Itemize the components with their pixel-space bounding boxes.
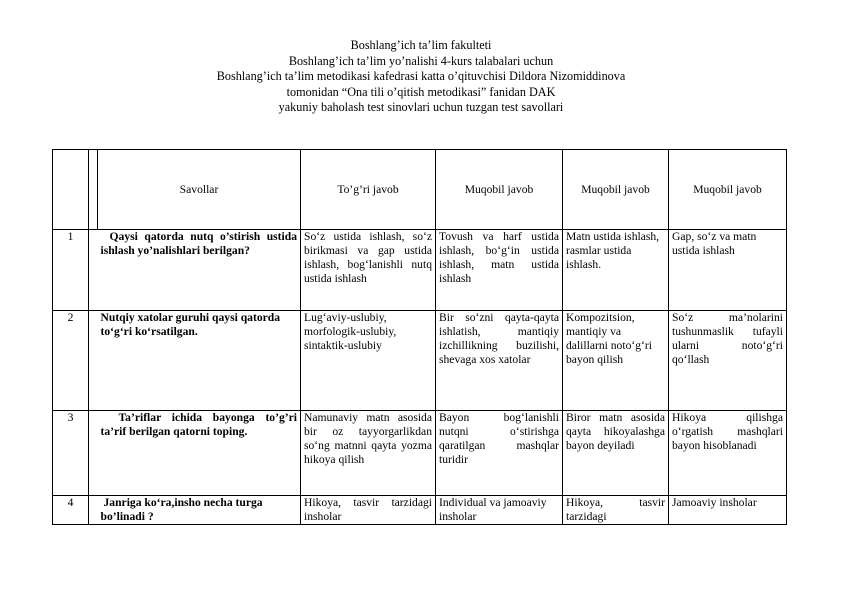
alt-answer-3-cell: So‘z ma’nolarini tushunmaslik tufayli ularni noto‘g‘ri qo‘llash	[669, 311, 787, 411]
alt-answer-3-cell: Gap, so‘z va matn ustida ishlash	[669, 230, 787, 311]
row-spacer	[89, 311, 98, 411]
row-number: 2	[53, 311, 89, 411]
table-row	[53, 496, 787, 525]
question-cell: Janriga ko‘ra,insho necha turga bo’linadi ?	[98, 496, 301, 525]
question-cell: Nutqiy xatolar guruhi qaysi qatorda to‘g‘ri ko‘rsatilgan.	[98, 311, 301, 411]
alt-answer-1-cell: Individual va jamoaviy insholar	[436, 496, 563, 525]
row-number: 3	[53, 411, 89, 496]
column-header-correct: To’g’ri javob	[301, 150, 436, 230]
row-spacer	[89, 496, 98, 525]
correct-answer-cell: Hikoya, tasvir tarzidagi insholar	[301, 496, 436, 525]
alt-answer-1-cell: Bir so‘zni qayta-qayta ishlatish, mantiqiy izchillikning buzilishi, shevaga xos xatolar	[436, 311, 563, 411]
table-row	[53, 311, 787, 411]
row-number: 4	[53, 496, 89, 525]
row-number: 1	[53, 230, 89, 311]
column-header-questions: Savollar	[98, 150, 301, 230]
alt-answer-1-cell: Tovush va harf ustida ishlash, bo‘g‘in ustida ishlash, matn ustida ishlash	[436, 230, 563, 311]
correct-answer-cell: So‘z ustida ishlash, so‘z birikmasi va gap ustida ishlash, bog‘lanishli nutq ustida ishlash	[301, 230, 436, 311]
table-row	[53, 230, 787, 311]
header-spacer-cell	[89, 150, 98, 230]
alt-answer-2-cell: Hikoya, tasvir tarzidagi	[563, 496, 669, 525]
document-header	[0, 38, 842, 116]
header-direction: Boshlang’ich ta’lim yo’nalishi 4-kurs talabalari uchun	[288, 53, 554, 68]
header-department: Boshlang’ich ta’lim metodikasi kafedrasi katta o’qituvchisi Dildora Nizomiddinova	[216, 69, 626, 83]
table-row	[53, 411, 787, 496]
alt-answer-3-cell: Hikoya qilishga o‘rgatish mashqlari bayon hisoblanadi	[669, 411, 787, 496]
header-faculty: Boshlang’ich ta’lim fakulteti	[350, 38, 492, 52]
question-cell: Ta’riflar ichida bayonga to’g’ri ta’rif berilgan qatorni toping.	[98, 411, 301, 496]
header-number-cell	[53, 150, 89, 230]
alt-answer-2-cell: Biror matn asosida qayta hikoyalashga bayon deyiladi	[563, 411, 669, 496]
column-header-alt3: Muqobil javob	[669, 150, 787, 230]
alt-answer-2-cell: Kompozitsion, mantiqiy va dalillarni noto‘g‘ri bayon qilish	[563, 311, 669, 411]
column-header-alt1: Muqobil javob	[436, 150, 563, 230]
alt-answer-1-cell: Bayon bog‘lanishli nutqni o‘stirishga qaratilgan mashqlar turidir	[436, 411, 563, 496]
correct-answer-cell: Namunaviy matn asosida bir oz tayyorgarlikdan so‘ng matnni qayta yozma hikoya qilish	[301, 411, 436, 496]
correct-answer-cell: Lug‘aviy-uslubiy, morfologik-uslubiy, sintaktik-uslubiy	[301, 311, 436, 411]
row-spacer	[89, 411, 98, 496]
table-header-row	[53, 150, 787, 230]
alt-answer-2-cell: Matn ustida ishlash, rasmlar ustida ishlash.	[563, 230, 669, 311]
question-cell: Qaysi qatorda nutq o’stirish ustida ishlash yo’nalishlari berilgan?	[98, 230, 301, 311]
header-purpose: yakuniy baholash test sinovlari uchun tuzgan test savollari	[278, 100, 564, 114]
row-spacer	[89, 230, 98, 311]
alt-answer-3-cell: Jamoaviy insholar	[669, 496, 787, 525]
test-questions-table	[52, 149, 787, 525]
column-header-alt2: Muqobil javob	[563, 150, 669, 230]
header-subject: tomonidan “Ona tili o’qitish metodikasi” fanidan DAK	[286, 84, 556, 99]
